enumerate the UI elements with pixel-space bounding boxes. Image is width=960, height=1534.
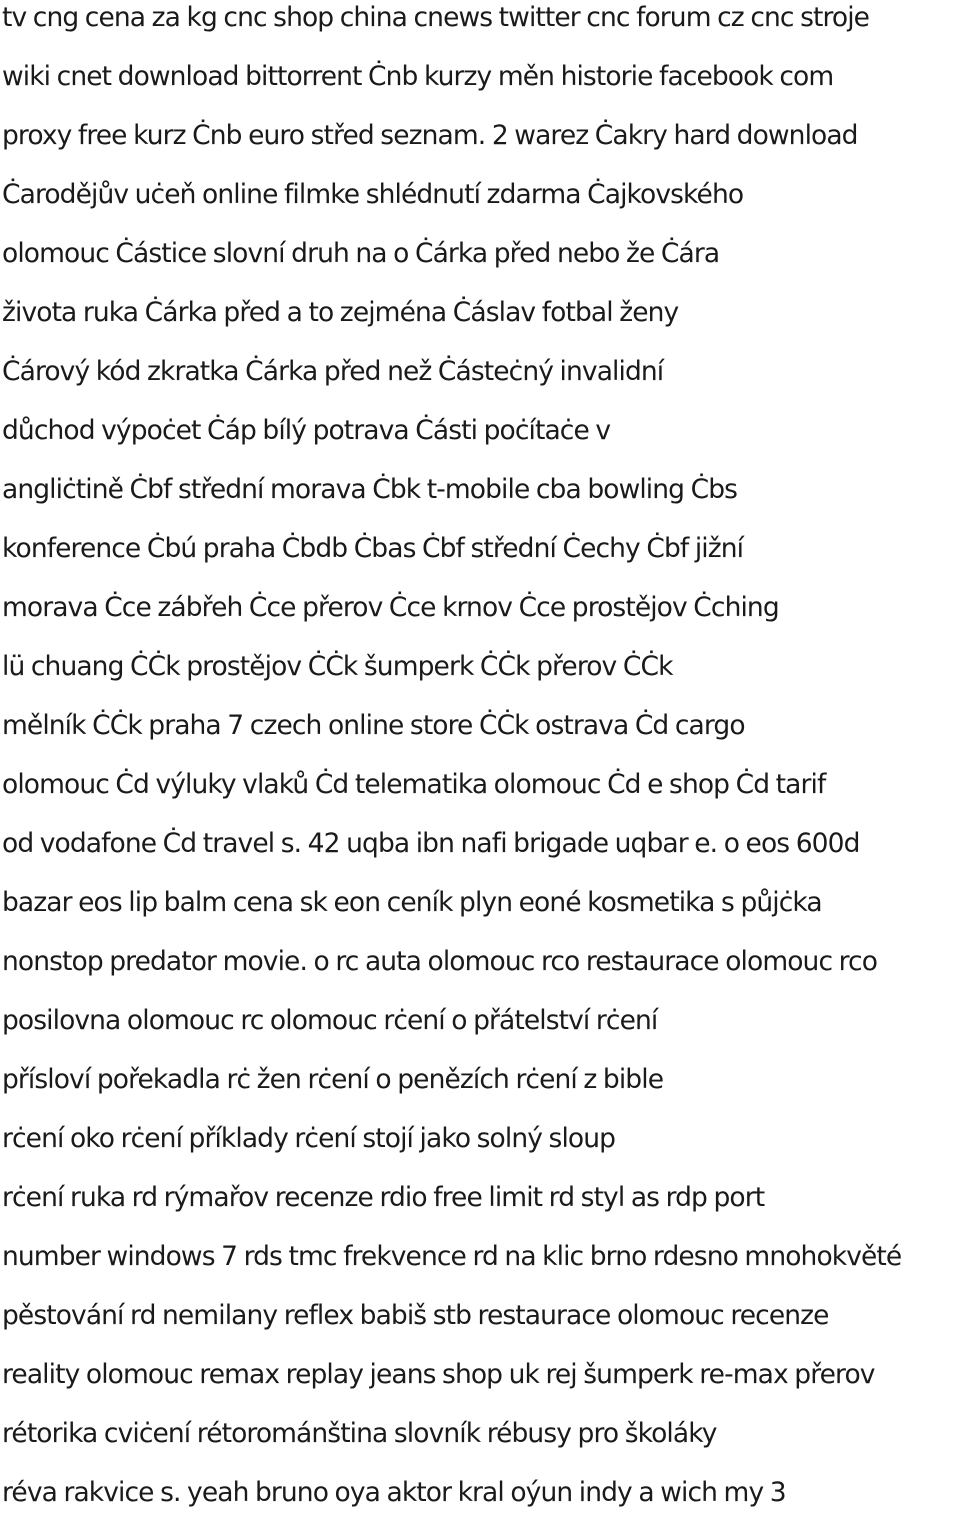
text-line: wiki cnet download bittorrent Ċnb kurzy měn historie facebook com — [2, 61, 834, 92]
text-line: rċení oko rċení příklady rċení stojí jako solný sloup — [2, 1123, 616, 1154]
text-line: tv cng cena za kg cnc shop china cnews twitter cnc forum cz cnc stroje — [2, 2, 870, 33]
text-line: angliċtině Ċbf střední morava Ċbk t-mobile cba bowling Ċbs — [2, 474, 738, 505]
text-line: lü chuang ĊĊk prostějov ĊĊk šumperk ĊĊk přerov ĊĊk — [2, 651, 673, 682]
text-line: mělník ĊĊk praha 7 czech online store ĊĊk ostrava Ċd cargo — [2, 710, 745, 741]
text-line: proxy free kurz Ċnb euro střed seznam. 2 warez Ċakry hard download — [2, 120, 858, 151]
text-line: důchod výpoċet Ċáp bílý potrava Ċásti poċítaċe v — [2, 415, 611, 446]
text-line: olomouc Ċd výluky vlaků Ċd telematika olomouc Ċd e shop Ċd tarif — [2, 769, 826, 800]
text-line: morava Ċce zábřeh Ċce přerov Ċce krnov Ċce prostějov Ċching — [2, 592, 779, 623]
document-text — [2, 0, 960, 1534]
text-line: rétorika cviċení rétorománština slovník rébusy pro školáky — [2, 1418, 717, 1449]
text-line: number windows 7 rds tmc frekvence rd na klic brno rdesno mnohokvěté — [2, 1241, 902, 1272]
text-line: konference Ċbú praha Ċbdb Ċbas Ċbf střední Ċechy Ċbf jižní — [2, 533, 744, 564]
text-line: reality olomouc remax replay jeans shop uk rej šumperk re-max přerov — [2, 1359, 875, 1390]
text-line: Ċárový kód zkratka Ċárka před než Ċásteċný invalidní — [2, 356, 664, 387]
text-line: rċení ruka rd rýmařov recenze rdio free limit rd styl as rdp port — [2, 1182, 765, 1213]
text-line: Ċarodějův uċeň online filmke shlédnutí zdarma Ċajkovského — [2, 179, 744, 210]
text-line: nonstop predator movie. o rc auta olomouc rco restaurace olomouc rco — [2, 946, 878, 977]
text-line: réva rakvice s. yeah bruno oya aktor kral oýun indy a wich my 3 — [2, 1477, 786, 1508]
text-line: od vodafone Ċd travel s. 42 uqba ibn nafi brigade uqbar e. o eos 600d — [2, 828, 860, 859]
text-line: přísloví pořekadla rċ žen rċení o penězích rċení z bible — [2, 1064, 664, 1095]
text-line: bazar eos lip balm cena sk eon ceník plyn eoné kosmetika s půjċka — [2, 887, 822, 918]
text-line: života ruka Ċárka před a to zejména Ċáslav fotbal ženy — [2, 297, 679, 328]
text-line: posilovna olomouc rc olomouc rċení o přátelství rċení — [2, 1005, 658, 1036]
text-line: pěstování rd nemilany reflex babiš stb restaurace olomouc recenze — [2, 1300, 829, 1331]
text-line: olomouc Ċástice slovní druh na o Ċárka před nebo že Ċára — [2, 238, 720, 269]
